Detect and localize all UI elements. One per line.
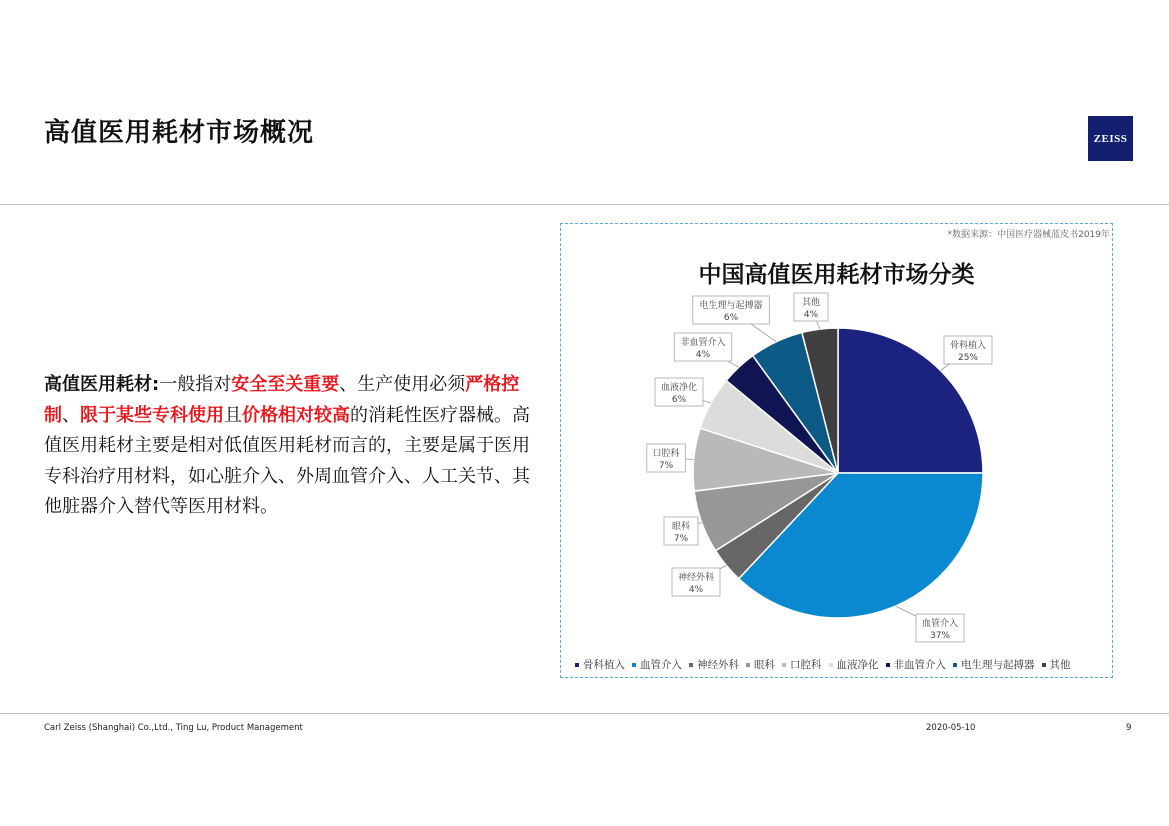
logo-text: ZEISS xyxy=(1093,132,1128,145)
legend-swatch xyxy=(782,663,786,667)
legend-item xyxy=(829,657,879,672)
slice-value-label: 37% xyxy=(929,631,951,641)
highlight-text: 限于某些专科使用 xyxy=(80,404,224,426)
lead-term: 高值医用耗材: xyxy=(44,374,160,395)
slice-value-label: 4% xyxy=(688,585,704,595)
legend-label: 非血管介入 xyxy=(893,659,946,671)
slice-category-label: 口腔科 xyxy=(652,449,680,459)
header-divider xyxy=(0,204,1169,205)
text-segment: 一般指对 xyxy=(159,374,232,395)
chart-title: 中国高值医用耗材市场分类 xyxy=(698,262,975,288)
slice-value-label: 25% xyxy=(957,353,979,363)
legend-label: 眼科 xyxy=(754,659,775,671)
slice-category-label: 血管介入 xyxy=(921,619,959,629)
legend-swatch xyxy=(829,663,833,667)
legend-item xyxy=(953,657,1035,672)
pie-chart xyxy=(561,224,1114,654)
text-segment: 、 xyxy=(62,404,80,426)
description-paragraph xyxy=(44,370,539,523)
slice-category-label: 其他 xyxy=(801,298,821,308)
footer-company: Carl Zeiss (Shanghai) Co.,Ltd., Ting Lu, Product Management xyxy=(44,723,303,733)
legend-item xyxy=(746,657,775,672)
legend-label: 电生理与起搏器 xyxy=(961,659,1035,671)
slice-category-label: 非血管介入 xyxy=(680,338,726,348)
legend-label: 口腔科 xyxy=(790,659,822,671)
legend-item xyxy=(886,657,947,672)
legend-swatch xyxy=(746,663,750,667)
legend-item xyxy=(632,657,682,672)
slice-category-label: 电生理与起搏器 xyxy=(699,301,763,311)
footer-divider xyxy=(0,713,1169,714)
text-segment: 、生产使用必须 xyxy=(339,374,466,395)
legend-label: 其他 xyxy=(1049,659,1071,671)
legend-swatch xyxy=(886,663,890,667)
slice-category-label: 神经外科 xyxy=(677,573,715,583)
legend-item xyxy=(575,657,625,672)
slice-value-label: 4% xyxy=(695,350,711,360)
text-segment: 的消耗性医疗器械。高值医用耗材主要是相对低值医用耗材而言的，主要是属于医用专科治疗用材料，如心脏介入、外周血管介入、人工关节、其他脏器介入替代等医用材料。 xyxy=(44,404,530,517)
text-segment: 且 xyxy=(224,404,242,426)
slice-value-label: 7% xyxy=(658,461,674,471)
legend-swatch xyxy=(575,663,579,667)
slice-value-label: 6% xyxy=(723,313,739,323)
zeiss-logo xyxy=(1088,116,1133,161)
legend-swatch xyxy=(953,663,957,667)
highlight-text: 严格控制 xyxy=(44,374,520,426)
legend-swatch xyxy=(689,663,693,667)
legend-label: 血管介入 xyxy=(640,659,682,671)
legend-label: 骨科植入 xyxy=(583,659,625,671)
legend-swatch xyxy=(1042,663,1046,667)
legend-swatch xyxy=(632,663,636,667)
slice-value-label: 4% xyxy=(803,310,819,320)
page-title: 高值医用耗材市场概况 xyxy=(44,118,315,148)
legend-label: 血液净化 xyxy=(836,659,879,671)
footer-date: 2020-05-10 xyxy=(926,723,976,733)
legend-item xyxy=(1042,657,1071,672)
page-number: 9 xyxy=(1126,723,1132,733)
legend-label: 神经外科 xyxy=(697,659,739,671)
chart-container xyxy=(560,223,1113,678)
slice-value-label: 6% xyxy=(671,395,687,405)
chart-legend xyxy=(575,657,1071,672)
highlight-text: 安全至关重要 xyxy=(231,374,340,395)
legend-item xyxy=(689,657,739,672)
highlight-text: 价格相对较高 xyxy=(242,404,350,426)
slice-value-label: 7% xyxy=(673,534,689,544)
slice-category-label: 血液净化 xyxy=(660,383,698,393)
legend-item xyxy=(782,657,822,672)
chart-source-note: *数据来源：中国医疗器械蓝皮书2019年 xyxy=(947,230,1110,240)
slice-category-label: 骨科植入 xyxy=(949,341,987,351)
slice-category-label: 眼科 xyxy=(671,522,691,532)
